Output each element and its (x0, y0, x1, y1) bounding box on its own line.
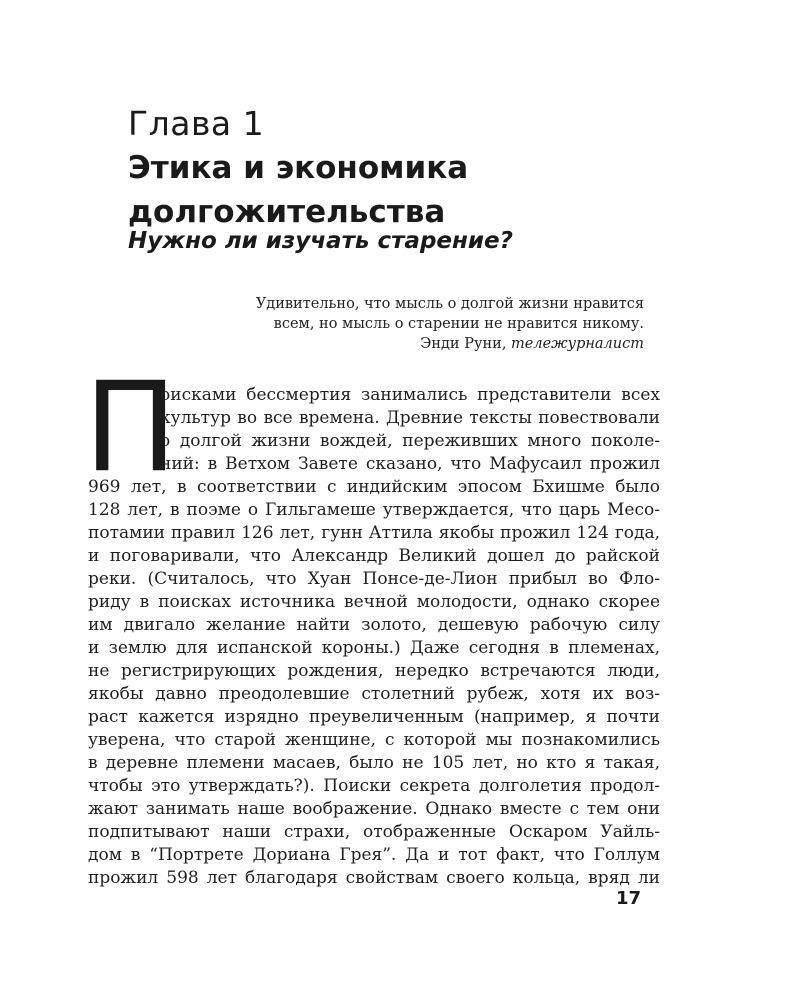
body-line: оисками бессмертия занимались представители всех (160, 385, 660, 405)
epigraph (256, 294, 644, 354)
body-line: дом в “Портрете Дориана Грея”. Да и тот факт, что Голлум (88, 845, 660, 865)
chapter-title-line-1: Этика и экономика (128, 150, 469, 186)
body-line: чтобы это утверждать?). Поиски секрета долголетия продол- (88, 776, 660, 796)
body-line: якобы давно преодолевшие столетний рубеж, хотя их воз- (88, 684, 660, 704)
epigraph-line-1: Удивительно, что мысль о долгой жизни нравится (255, 296, 644, 312)
body-line: и поговаривали, что Александр Великий дошел до райской (88, 546, 660, 566)
body-line: потамии правил 126 лет, гунн Аттила якобы прожил 124 года, (88, 523, 660, 543)
body-line: жают занимать наше воображение. Однако вместе с тем они (88, 799, 660, 819)
body-line: раст кажется изрядно преувеличенным (например, я почти (88, 707, 660, 727)
body-line: им двигало желание найти золото, дешевую рабочую силу (88, 615, 660, 635)
body-line: 128 лет, в поэме о Гильгамеше утверждается, что царь Месо- (88, 500, 660, 520)
body-line: в деревне племени масаев, было не 105 лет, но кто я такая, (88, 753, 660, 773)
epigraph-separator: , (501, 336, 512, 352)
body-line: и землю для испанской короны.) Даже сегодня в племенах, (88, 638, 660, 658)
body-line: уверена, что старой женщине, с которой мы познакомились (88, 730, 660, 750)
body-line: о долгой жизни вождей, переживших много поколе- (160, 431, 660, 451)
body-line: не регистрирующих рождения, нередко встречаются люди, (88, 661, 660, 681)
body-line: реки. (Считалось, что Хуан Понсе-де-Лион прибыл во Фло- (88, 569, 660, 589)
epigraph-attribution (256, 334, 644, 354)
epigraph-line-2: всем, но мысль о старении не нравится никому. (273, 316, 644, 332)
body-line: культур во все времена. Древние тексты повествовали (160, 408, 660, 428)
body-line: прожил 598 лет благодаря свойствам своего кольца, вряд ли (88, 868, 660, 888)
epigraph-author: Энди Руни (420, 336, 502, 352)
epigraph-author-role: тележурналист (511, 336, 644, 352)
body-line: ний: в Ветхом Завете сказано, что Мафусаил прожил (160, 454, 660, 474)
body-line: 969 лет, в соответствии с индийским эпосом Бхишме было (88, 477, 660, 497)
body-line: риду в поисках источника вечной молодости, однако скорее (88, 592, 660, 612)
drop-cap: П (84, 356, 178, 500)
page-number: 17 (616, 888, 642, 909)
chapter-subtitle: Нужно ли изучать старение? (128, 228, 513, 254)
chapter-title (128, 146, 468, 234)
chapter-number: Глава 1 (128, 104, 265, 143)
chapter-title-line-2: долгожительства (128, 194, 446, 230)
body-line: подпитывают наши страхи, отображенные Оскаром Уайль- (88, 822, 660, 842)
